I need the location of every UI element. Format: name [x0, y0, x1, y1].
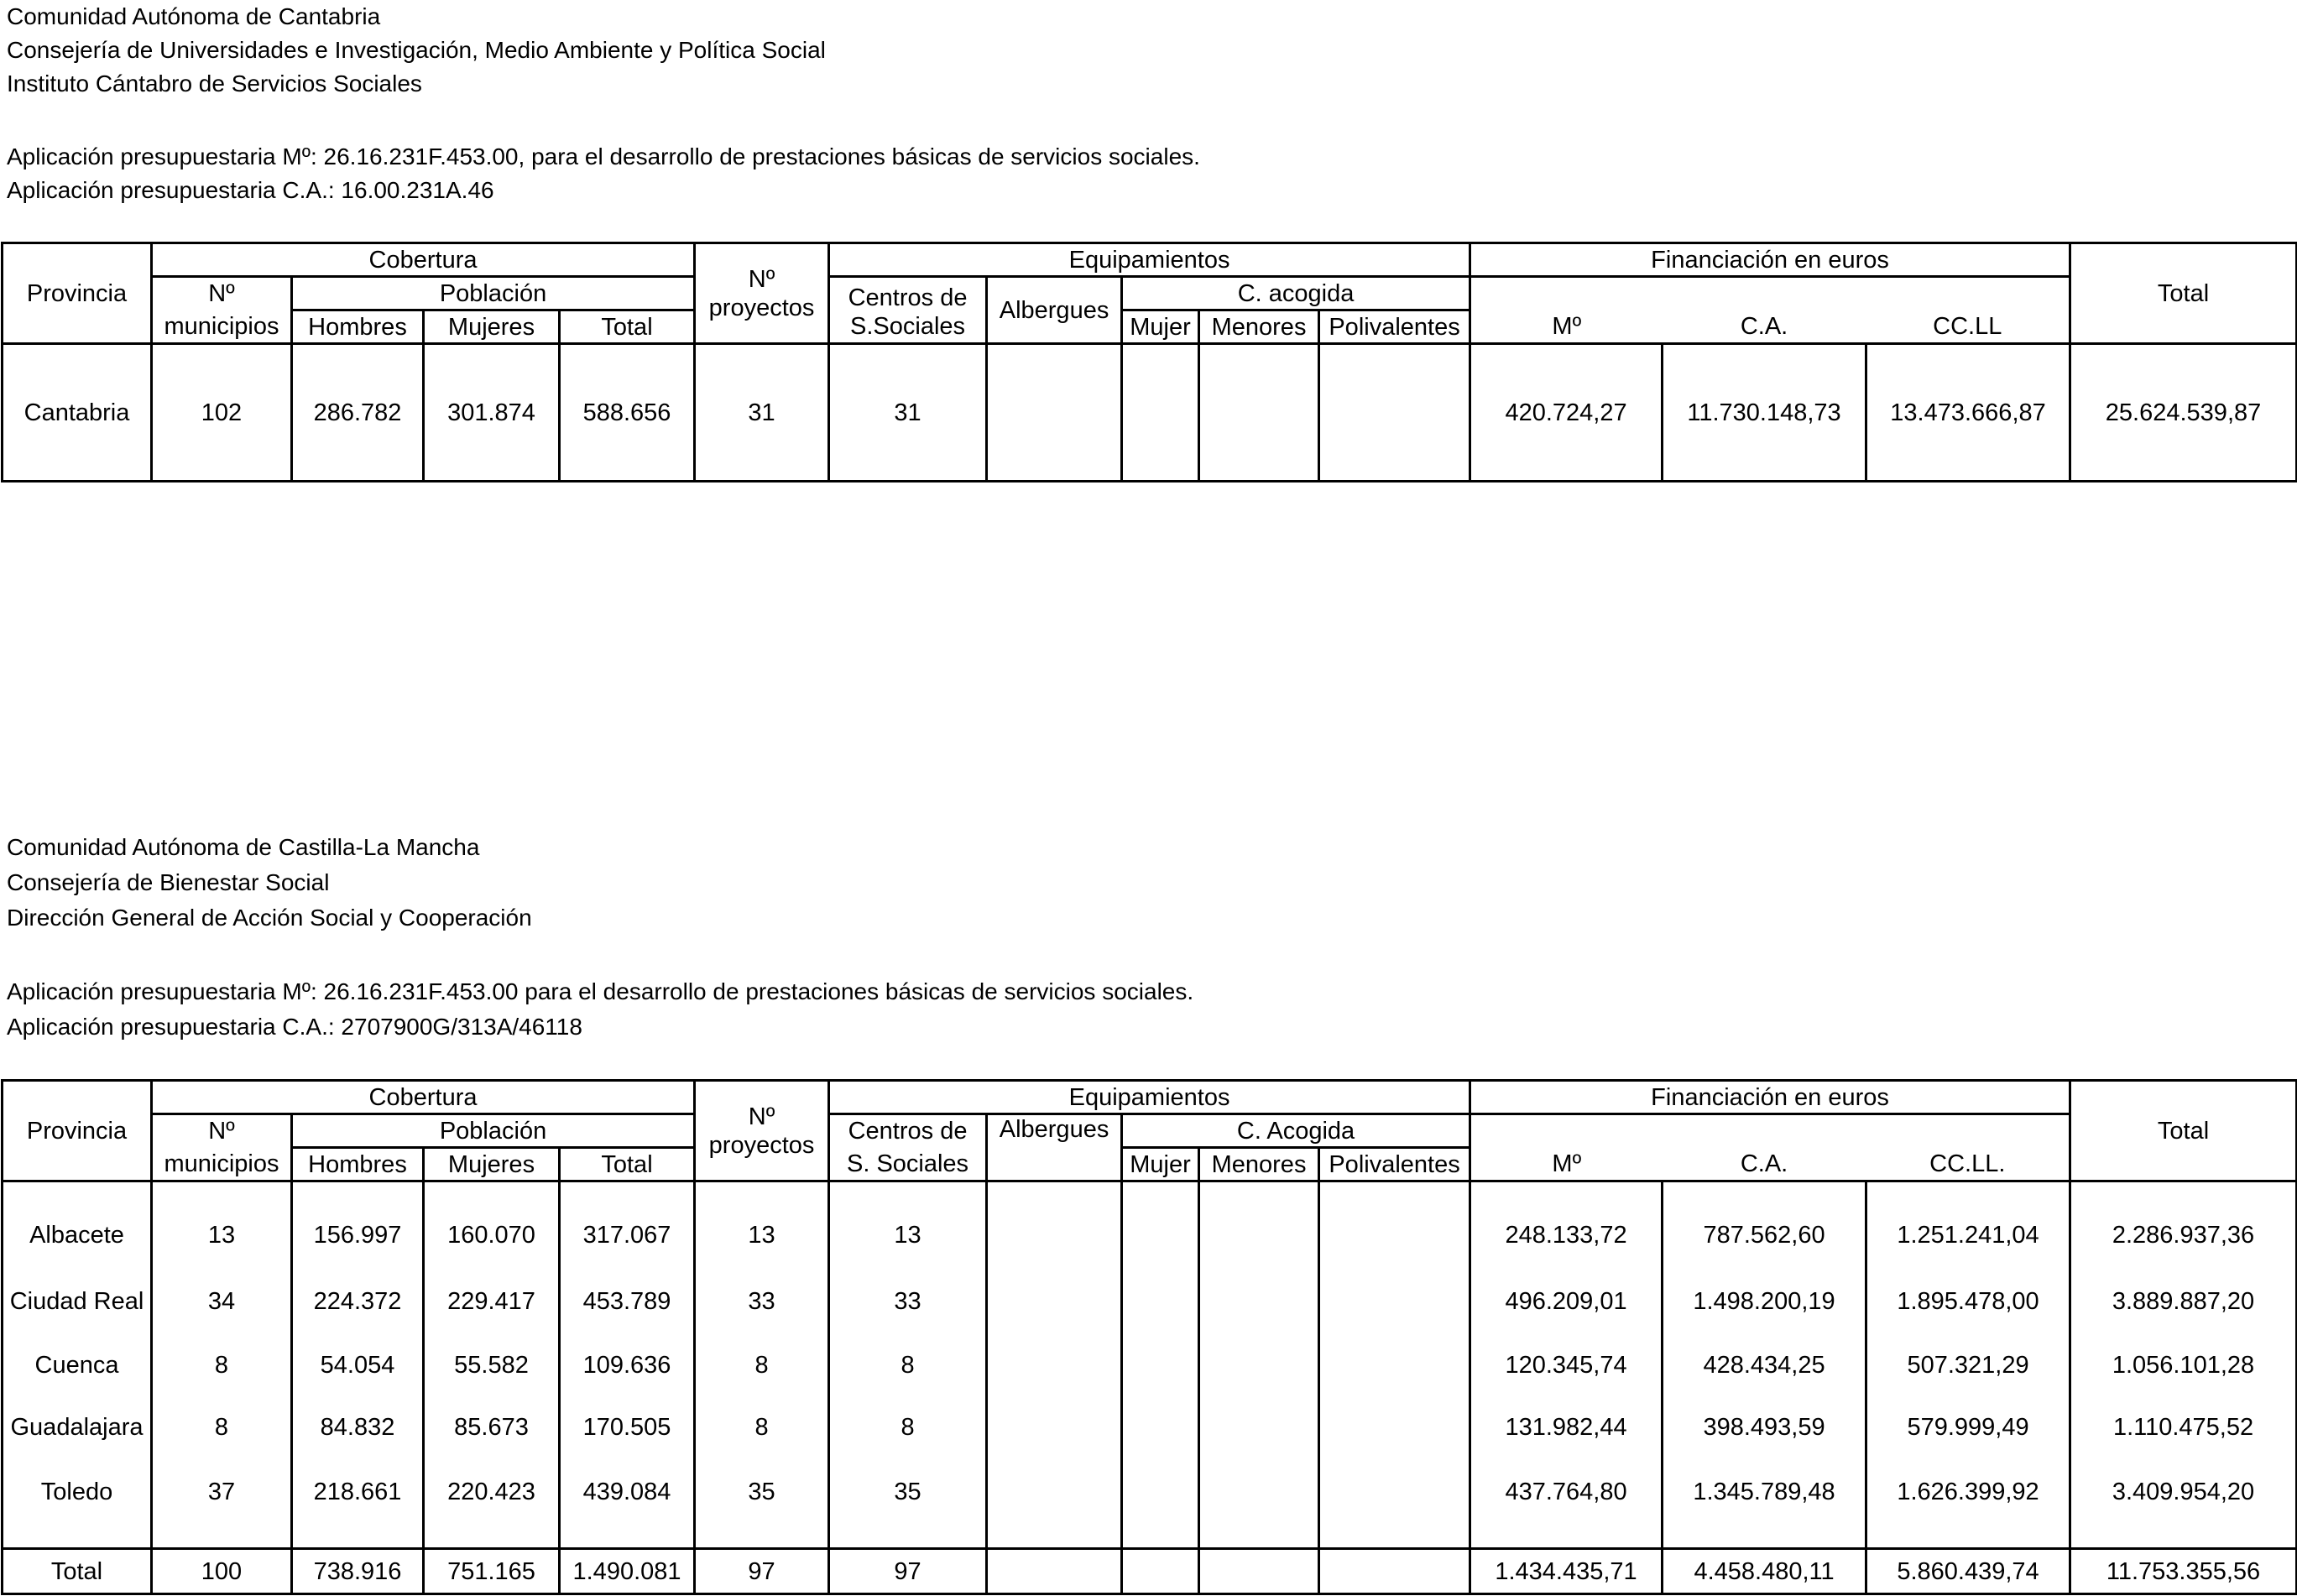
cell-municipios: 100 [152, 1549, 292, 1594]
cell-hombres: 218.661 [292, 1458, 424, 1549]
col-header-equipamientos: Equipamientos [829, 243, 1470, 277]
header-line: Comunidad Autónoma de Castilla-La Mancha [7, 834, 480, 860]
col-header-proyectos [695, 1081, 829, 1181]
cell-hombres: 84.832 [292, 1396, 424, 1458]
cell-municipios: 102 [152, 344, 292, 482]
col-header-municipios-2: municipios [152, 310, 292, 344]
cell-mujer [1122, 1549, 1199, 1594]
cell-ccll: 507.321,29 [1866, 1334, 2070, 1396]
cell-ca: 398.493,59 [1663, 1396, 1866, 1458]
col-header-provincia: Provincia [3, 1081, 152, 1181]
col-header-mo: Mº [1470, 277, 1663, 344]
cell-total: 1.110.475,52 [2070, 1396, 2297, 1458]
cell-centros: 8 [829, 1396, 987, 1458]
header-line: Aplicación presupuestaria Mº: 26.16.231F.453.00, para el desarrollo de prestaciones básicas de servicios sociales. [7, 143, 1200, 170]
cell-ccll: 13.473.666,87 [1866, 344, 2070, 482]
cell-mujeres: 220.423 [424, 1458, 560, 1549]
col-header-total: Total [2070, 1081, 2297, 1181]
cell-proyectos: 8 [695, 1396, 829, 1458]
col-header-ccll: CC.LL [1866, 277, 2070, 344]
col-header-c-acogida: C. acogida [1122, 277, 1470, 310]
cell-albergues [987, 1458, 1122, 1549]
cell-provincia: Toledo [3, 1458, 152, 1549]
col-header-mujer: Mujer [1122, 1148, 1199, 1181]
cell-total-pob: 439.084 [560, 1458, 695, 1549]
cell-mo: 120.345,74 [1470, 1334, 1663, 1396]
cell-ca: 787.562,60 [1663, 1181, 1866, 1269]
cell-total-pob: 1.490.081 [560, 1549, 695, 1594]
cell-proyectos: 31 [695, 344, 829, 482]
col-header-equipamientos: Equipamientos [829, 1081, 1470, 1114]
cell-menores [1199, 344, 1319, 482]
col-header-total-pob: Total [560, 1148, 695, 1181]
cell-mujeres: 301.874 [424, 344, 560, 482]
cantabria-table [1, 242, 2297, 482]
col-header-mo: Mº [1470, 1114, 1663, 1181]
proyectos-label-1: Nº [748, 1103, 775, 1130]
cell-proyectos: 35 [695, 1458, 829, 1549]
cell-albergues [987, 1269, 1122, 1334]
col-header-poblacion: Población [292, 1114, 695, 1148]
cell-hombres: 738.916 [292, 1549, 424, 1594]
col-header-poblacion: Población [292, 277, 695, 310]
cell-polivalentes [1319, 1549, 1470, 1594]
cell-hombres: 286.782 [292, 344, 424, 482]
header-line: Dirección General de Acción Social y Cooperación [7, 905, 532, 931]
cell-municipios: 13 [152, 1181, 292, 1269]
cell-albergues [987, 1396, 1122, 1458]
cell-total: 1.056.101,28 [2070, 1334, 2297, 1396]
col-header-financiacion: Financiación en euros [1470, 243, 2070, 277]
col-header-total: Total [2070, 243, 2297, 344]
cell-total: 25.624.539,87 [2070, 344, 2297, 482]
cell-mujer [1122, 1458, 1199, 1549]
cell-polivalentes [1319, 1334, 1470, 1396]
cell-municipios: 37 [152, 1458, 292, 1549]
cell-municipios: 34 [152, 1269, 292, 1334]
table-row-total [3, 1549, 2297, 1594]
col-header-albergues: Albergues [987, 277, 1122, 344]
cell-proyectos: 33 [695, 1269, 829, 1334]
table-row [3, 1181, 2297, 1269]
cell-provincia: Guadalajara [3, 1396, 152, 1458]
cell-polivalentes [1319, 1181, 1470, 1269]
cell-provincia: Cantabria [3, 344, 152, 482]
table-row [3, 1334, 2297, 1396]
cell-ccll: 1.895.478,00 [1866, 1269, 2070, 1334]
cell-centros: 13 [829, 1181, 987, 1269]
cell-total-pob: 317.067 [560, 1181, 695, 1269]
cell-ccll: 579.999,49 [1866, 1396, 2070, 1458]
proyectos-label-2: proyectos [708, 294, 815, 321]
cell-centros: 35 [829, 1458, 987, 1549]
cell-hombres: 156.997 [292, 1181, 424, 1269]
cell-centros: 33 [829, 1269, 987, 1334]
cell-mujer [1122, 1396, 1199, 1458]
cell-mujeres: 160.070 [424, 1181, 560, 1269]
col-header-mujer: Mujer [1122, 310, 1199, 344]
cell-mujer [1122, 344, 1199, 482]
cell-mo: 1.434.435,71 [1470, 1549, 1663, 1594]
col-header-provincia: Provincia [3, 243, 152, 344]
cell-ca: 4.458.480,11 [1663, 1549, 1866, 1594]
cell-mo: 420.724,27 [1470, 344, 1663, 482]
col-header-centros [829, 277, 987, 344]
cell-total: 11.753.355,56 [2070, 1549, 2297, 1594]
proyectos-label-2: proyectos [708, 1131, 815, 1159]
cell-albergues [987, 1334, 1122, 1396]
col-header-hombres: Hombres [292, 1148, 424, 1181]
cell-mujeres: 229.417 [424, 1269, 560, 1334]
header-line: Consejería de Bienestar Social [7, 869, 330, 895]
cell-polivalentes [1319, 344, 1470, 482]
header-line: Consejería de Universidades e Investigación, Medio Ambiente y Política Social [7, 37, 826, 63]
castilla-table [1, 1079, 2297, 1595]
col-header-polivalentes: Polivalentes [1319, 310, 1470, 344]
col-header-cobertura: Cobertura [152, 243, 695, 277]
header-line: Aplicación presupuestaria Mº: 26.16.231F.453.00 para el desarrollo de prestaciones básicas de servicios sociales. [7, 978, 1194, 1004]
cell-mujer [1122, 1181, 1199, 1269]
col-header-financiacion: Financiación en euros [1470, 1081, 2070, 1114]
cell-total-pob: 109.636 [560, 1334, 695, 1396]
cell-ca: 1.498.200,19 [1663, 1269, 1866, 1334]
cell-centros: 31 [829, 344, 987, 482]
cell-mo: 437.764,80 [1470, 1458, 1663, 1549]
col-header-municipios-1: Nº [152, 277, 292, 310]
cell-provincia: Ciudad Real [3, 1269, 152, 1334]
cell-menores [1199, 1458, 1319, 1549]
col-header-total-pob: Total [560, 310, 695, 344]
cell-polivalentes [1319, 1396, 1470, 1458]
proyectos-label-1: Nº [748, 265, 775, 293]
cell-menores [1199, 1549, 1319, 1594]
col-header-albergues: Albergues [987, 1114, 1122, 1181]
header-line: Comunidad Autónoma de Cantabria [7, 3, 381, 29]
col-header-mujeres: Mujeres [424, 1148, 560, 1181]
cell-total-pob: 588.656 [560, 344, 695, 482]
col-header-menores: Menores [1199, 1148, 1319, 1181]
cell-mujer [1122, 1269, 1199, 1334]
cell-total: 2.286.937,36 [2070, 1181, 2297, 1269]
cell-mujeres: 751.165 [424, 1549, 560, 1594]
cell-ca: 428.434,25 [1663, 1334, 1866, 1396]
col-header-ca: C.A. [1663, 277, 1866, 344]
cell-total-pob: 453.789 [560, 1269, 695, 1334]
col-header-ccll: CC.LL. [1866, 1114, 2070, 1181]
cell-mo: 248.133,72 [1470, 1181, 1663, 1269]
centros-label-1: Centros de [848, 284, 968, 311]
cell-albergues [987, 1549, 1122, 1594]
cell-provincia: Albacete [3, 1181, 152, 1269]
cell-municipios: 8 [152, 1396, 292, 1458]
col-header-menores: Menores [1199, 310, 1319, 344]
cell-proyectos: 8 [695, 1334, 829, 1396]
header-line: Instituto Cántabro de Servicios Sociales [7, 70, 422, 96]
cell-mujeres: 85.673 [424, 1396, 560, 1458]
col-header-centros-2: S. Sociales [829, 1148, 987, 1181]
cell-hombres: 54.054 [292, 1334, 424, 1396]
cell-albergues [987, 1181, 1122, 1269]
cell-centros: 97 [829, 1549, 987, 1594]
cell-menores [1199, 1396, 1319, 1458]
table-row [3, 1269, 2297, 1334]
cell-mo: 496.209,01 [1470, 1269, 1663, 1334]
cell-ccll: 1.626.399,92 [1866, 1458, 2070, 1549]
cell-polivalentes [1319, 1458, 1470, 1549]
col-header-c-acogida: C. Acogida [1122, 1114, 1470, 1148]
cell-proyectos: 13 [695, 1181, 829, 1269]
col-header-mujeres: Mujeres [424, 310, 560, 344]
cell-ccll: 5.860.439,74 [1866, 1549, 2070, 1594]
cell-municipios: 8 [152, 1334, 292, 1396]
col-header-cobertura: Cobertura [152, 1081, 695, 1114]
col-header-centros-1: Centros de [829, 1114, 987, 1148]
col-header-municipios-2: municipios [152, 1148, 292, 1181]
col-header-polivalentes: Polivalentes [1319, 1148, 1470, 1181]
table-row [3, 344, 2297, 482]
col-header-proyectos [695, 243, 829, 344]
header-line: Aplicación presupuestaria C.A.: 2707900G/313A/46118 [7, 1014, 582, 1040]
cell-total: 3.889.887,20 [2070, 1269, 2297, 1334]
cell-ca: 1.345.789,48 [1663, 1458, 1866, 1549]
cell-provincia: Total [3, 1549, 152, 1594]
cell-proyectos: 97 [695, 1549, 829, 1594]
centros-label-2: S.Sociales [850, 313, 966, 340]
cell-ccll: 1.251.241,04 [1866, 1181, 2070, 1269]
cell-centros: 8 [829, 1334, 987, 1396]
cell-ca: 11.730.148,73 [1663, 344, 1866, 482]
table-row [3, 1396, 2297, 1458]
cell-total: 3.409.954,20 [2070, 1458, 2297, 1549]
cell-total-pob: 170.505 [560, 1396, 695, 1458]
cell-albergues [987, 344, 1122, 482]
cell-polivalentes [1319, 1269, 1470, 1334]
header-line: Aplicación presupuestaria C.A.: 16.00.231A.46 [7, 177, 494, 203]
cell-hombres: 224.372 [292, 1269, 424, 1334]
cell-menores [1199, 1334, 1319, 1396]
cell-mujer [1122, 1334, 1199, 1396]
cell-menores [1199, 1269, 1319, 1334]
col-header-municipios-1: Nº [152, 1114, 292, 1148]
col-header-ca: C.A. [1663, 1114, 1866, 1181]
cell-provincia: Cuenca [3, 1334, 152, 1396]
cell-mujeres: 55.582 [424, 1334, 560, 1396]
cell-menores [1199, 1181, 1319, 1269]
col-header-hombres: Hombres [292, 310, 424, 344]
cell-mo: 131.982,44 [1470, 1396, 1663, 1458]
table-row [3, 1458, 2297, 1549]
